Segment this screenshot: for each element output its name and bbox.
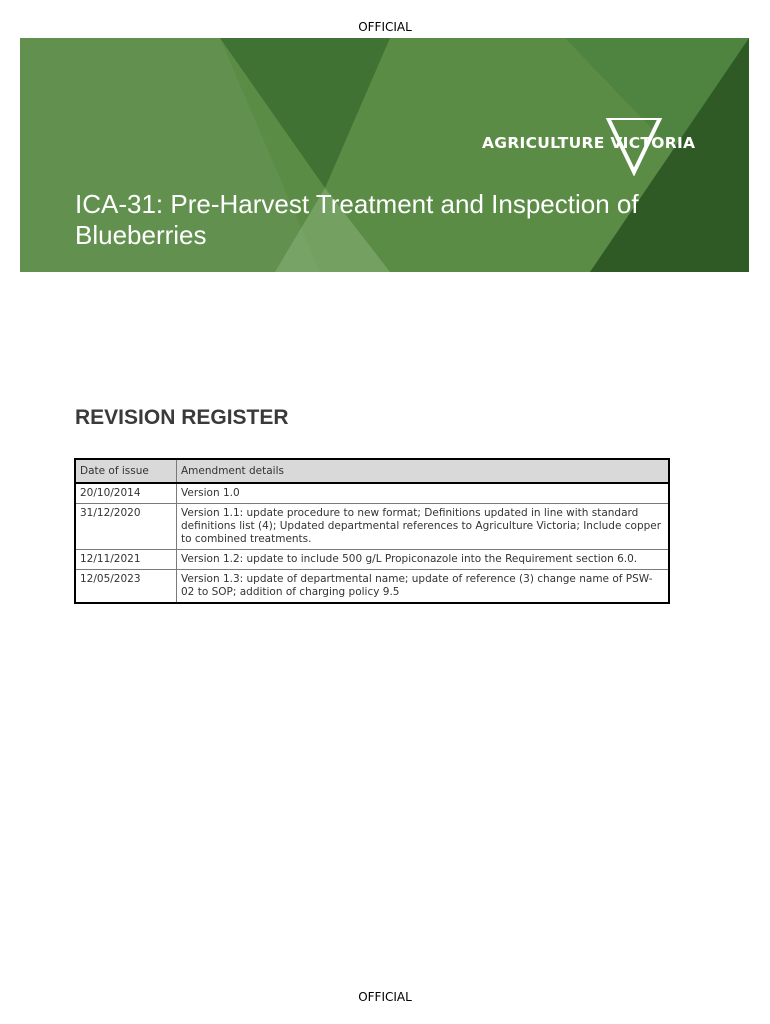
title-banner (20, 38, 749, 272)
table-header-row (75, 459, 669, 483)
table-row (75, 550, 669, 570)
table-row (75, 504, 669, 550)
revision-details: Version 1.2: update to include 500 g/L Propiconazole into the Requirement section 6.0. (177, 550, 670, 570)
revision-date: 12/05/2023 (75, 570, 177, 604)
revision-date: 20/10/2014 (75, 483, 177, 504)
revision-register-table (74, 458, 670, 604)
revision-date: 31/12/2020 (75, 504, 177, 550)
logo-text: AGRICULTURE VICTORIA (482, 134, 696, 152)
revision-details: Version 1.0 (177, 483, 670, 504)
table-row (75, 570, 669, 604)
victoria-chevron-icon (604, 118, 664, 176)
classification-label-top: OFFICIAL (358, 20, 412, 34)
document-title: ICA-31: Pre-Harvest Treatment and Inspection of Blueberries (75, 189, 639, 251)
column-header-amendment: Amendment details (177, 459, 670, 483)
table-row (75, 483, 669, 504)
agriculture-victoria-logo (482, 134, 722, 156)
revision-details: Version 1.1: update procedure to new format; Definitions updated in line with standard definitions list (4); Updated departmental references to Agriculture Victoria; Include copper to combined treatments. (177, 504, 670, 550)
revision-register-heading: REVISION REGISTER (75, 406, 289, 429)
revision-details: Version 1.3: update of departmental name; update of reference (3) change name of PSW-02 to SOP; addition of charging policy 9.5 (181, 573, 653, 598)
column-header-date: Date of issue (75, 459, 177, 483)
classification-label-bottom: OFFICIAL (358, 990, 412, 1004)
revision-date: 12/11/2021 (75, 550, 177, 570)
